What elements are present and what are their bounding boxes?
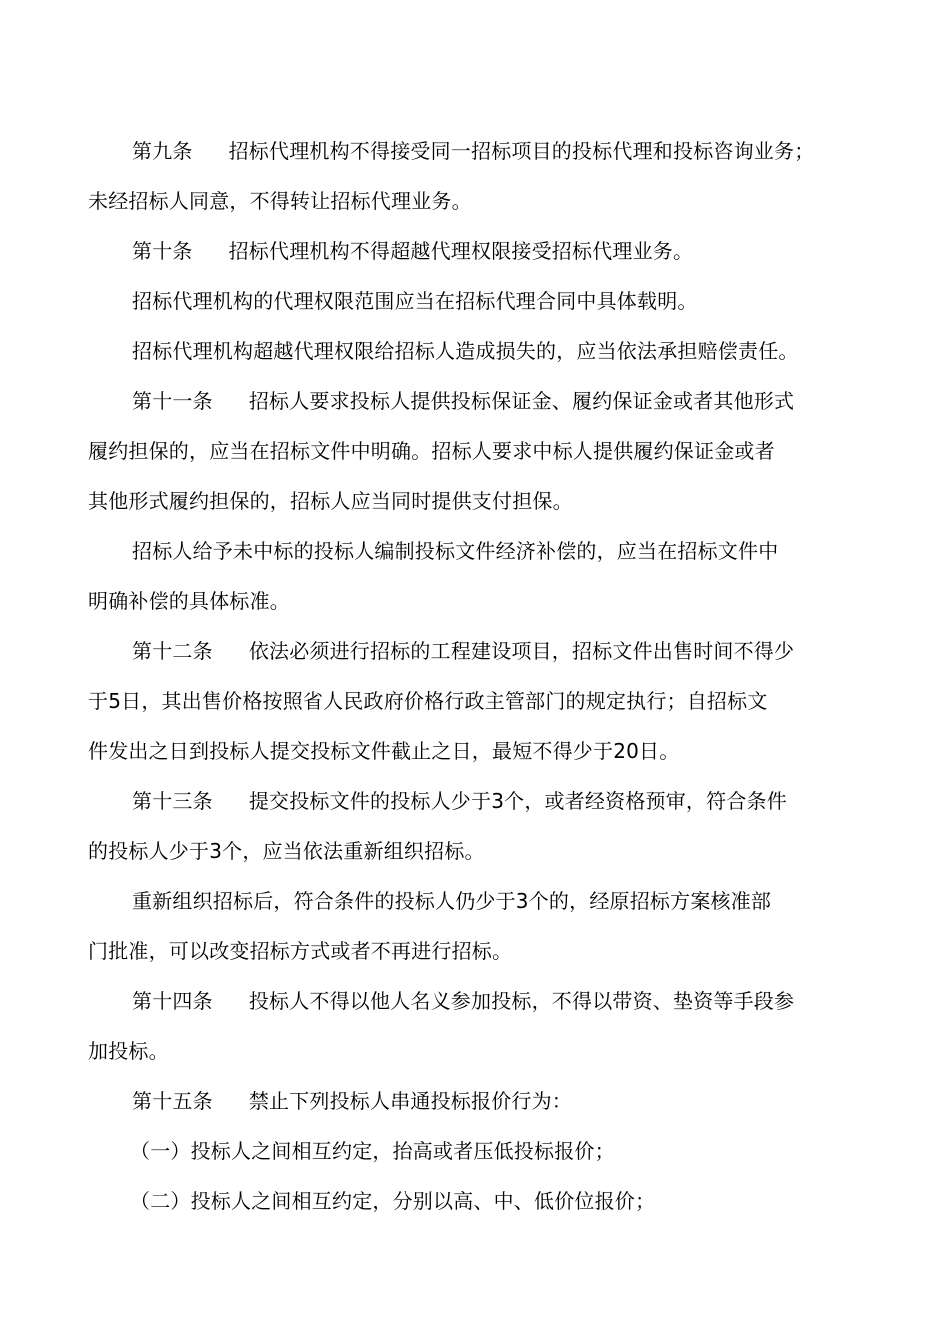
article-10-paragraph-3: [88, 326, 868, 376]
paragraph-text: 招标代理机构的代理权限范围应当在招标代理合同中具体载明。: [132, 289, 698, 313]
article-text: 依法必须进行招标的工程建设项目，招标文件出售时间不得少: [248, 639, 795, 663]
article-text: 禁止下列投标人串通投标报价行为：: [248, 1089, 573, 1113]
article-13-paragraph-2-line-2: [88, 926, 868, 976]
article-13-line-2: [88, 826, 868, 876]
article-11-line-2: [88, 426, 868, 476]
article-text: 投标人不得以他人名义参加投标，不得以带资、垫资等手段参: [248, 989, 795, 1013]
paragraph-text: 重新组织招标后，符合条件的投标人仍少于3个的，经原招标方案核准部: [132, 889, 772, 913]
article-number: 第九条: [132, 139, 193, 163]
article-11-paragraph-2-line-1: [88, 526, 868, 576]
article-13-paragraph-2-line-1: [88, 876, 868, 926]
article-12-line-2: [88, 676, 868, 726]
list-item-text: （二）投标人之间相互约定，分别以高、中、低价位报价；: [130, 1189, 656, 1213]
paragraph-text: 于5日，其出售价格按照省人民政府价格行政主管部门的规定执行；自招标文: [88, 689, 768, 713]
paragraph-text: 门批准，可以改变招标方式或者不再进行招标。: [88, 939, 513, 963]
article-15-line-1: [88, 1076, 868, 1126]
article-text: 招标代理机构不得接受同一招标项目的投标代理和投标咨询业务；: [228, 139, 815, 163]
paragraph-text: 其他形式履约担保的，招标人应当同时提供支付担保。: [88, 489, 573, 513]
article-14-line-2: [88, 1026, 868, 1076]
article-text: 提交投标文件的投标人少于3个，或者经资格预审，符合条件: [248, 789, 787, 813]
paragraph-text: 履约担保的，应当在招标文件中明确。招标人要求中标人提供履约保证金或者: [88, 439, 775, 463]
article-text: 招标代理机构不得超越代理权限接受招标代理业务。: [228, 239, 694, 263]
article-11-line-3: [88, 476, 868, 526]
article-number: 第十三条: [132, 789, 213, 813]
article-11-paragraph-2-line-2: [88, 576, 868, 626]
paragraph-text: 的投标人少于3个，应当依法重新组织招标。: [88, 839, 485, 863]
article-13-line-1: [88, 776, 868, 826]
article-9-line-2: [88, 176, 868, 226]
article-15-item-1: [88, 1126, 868, 1176]
article-9-line-1: [88, 126, 868, 176]
article-10-line-1: [88, 226, 868, 276]
article-number: 第十四条: [132, 989, 213, 1013]
list-item-text: （一）投标人之间相互约定，抬高或者压低投标报价；: [130, 1139, 615, 1163]
article-14-line-1: [88, 976, 868, 1026]
document-body: [88, 126, 868, 1226]
article-number: 第十一条: [132, 389, 213, 413]
paragraph-text: 加投标。: [88, 1039, 169, 1063]
paragraph-text: 明确补偿的具体标准。: [88, 589, 290, 613]
article-number: 第十五条: [132, 1089, 213, 1113]
paragraph-text: 件发出之日到投标人提交投标文件截止之日，最短不得少于20日。: [88, 739, 680, 763]
article-12-line-1: [88, 626, 868, 676]
paragraph-text: 招标代理机构超越代理权限给招标人造成损失的，应当依法承担赔偿责任。: [132, 339, 799, 363]
article-11-line-1: [88, 376, 868, 426]
article-12-line-3: [88, 726, 868, 776]
article-15-item-2: [88, 1176, 868, 1226]
paragraph-text: 招标人给予未中标的投标人编制投标文件经济补偿的，应当在招标文件中: [132, 539, 779, 563]
article-number: 第十二条: [132, 639, 213, 663]
paragraph-text: 未经招标人同意，不得转让招标代理业务。: [88, 189, 472, 213]
article-text: 招标人要求投标人提供投标保证金、履约保证金或者其他形式: [248, 389, 795, 413]
article-number: 第十条: [132, 239, 193, 263]
article-10-paragraph-2: [88, 276, 868, 326]
